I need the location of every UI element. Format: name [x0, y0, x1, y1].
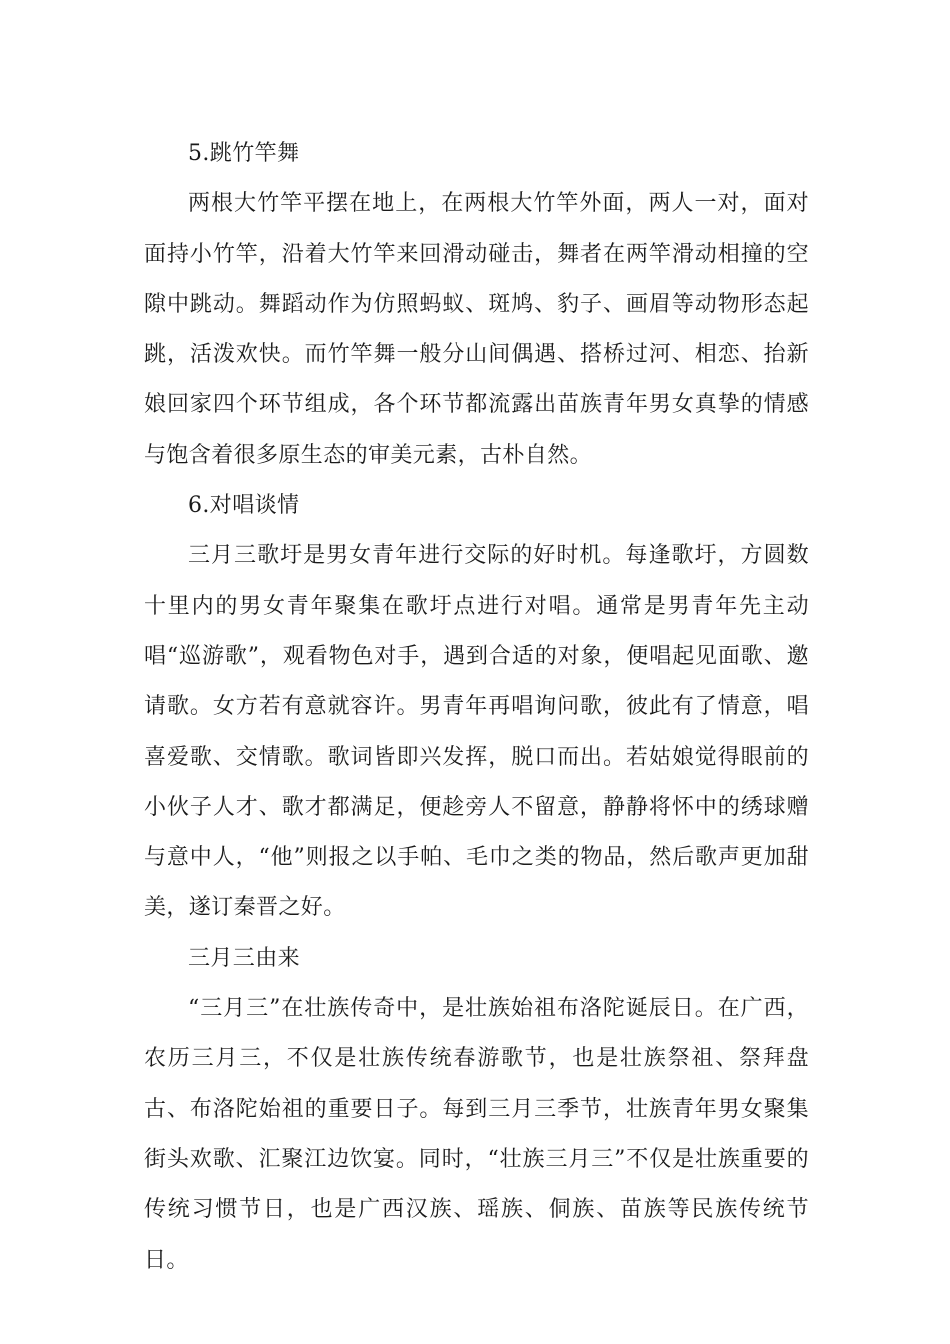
section-heading-duet-singing: 6.对唱谈情: [188, 493, 300, 519]
section-heading-origin: 三月三由来: [188, 945, 301, 971]
section-heading-bamboo-dance: 5.跳竹竿舞: [188, 141, 300, 166]
section-paragraph-origin: “三月三”在壮族传奇中，是壮族始祖布洛陀诞辰日。在广西，农历三月三，不仅是壮族传统春游歌节，也是壮族祭祖、祭拜盘古、布洛陀始祖的重要日子。每到三月三季节，壮族青年男女聚集街头欢歌、汇聚江边饮宴。同时，“壮族三月三”不仅是壮族重要的传统习惯节日，也是广西汉族、瑶族、侗族、苗族等民族传统节日。: [144, 996, 809, 1273]
section-paragraph-bamboo-dance: 两根大竹竿平摆在地上，在两根大竹竿外面，两人一对，面对面持小竹竿，沿着大竹竿来回滑动碰击，舞者在两竿滑动相撞的空隙中跳动。舞蹈动作为仿照蚂蚁、斑鸠、豹子、画眉等动物形态起跳，活泼欢快。而竹竿舞一般分山间偶遇、搭桥过河、相恋、抬新娘回家四个环节组成，各个环节都流露出苗族青年男女真挚的情感与饱含着很多原生态的审美元素，古朴自然。: [144, 191, 809, 468]
section-paragraph-duet-singing: 三月三歌圩是男女青年进行交际的好时机。每逢歌圩，方圆数十里内的男女青年聚集在歌圩点进行对唱。通常是男青年先主动唱“巡游歌”，观看物色对手，遇到合适的对象，便唱起见面歌、邀请歌。女方若有意就容许。男青年再唱询问歌，彼此有了情意，唱喜爱歌、交情歌。歌词皆即兴发挥，脱口而出。若姑娘觉得眼前的小伙子人才、歌才都满足，便趁旁人不留意，静静将怀中的绣球赠与意中人，“他”则报之以手帕、毛巾之类的物品，然后歌声更加甜美，遂订秦晋之好。: [144, 543, 809, 921]
document-body: [144, 129, 809, 1286]
